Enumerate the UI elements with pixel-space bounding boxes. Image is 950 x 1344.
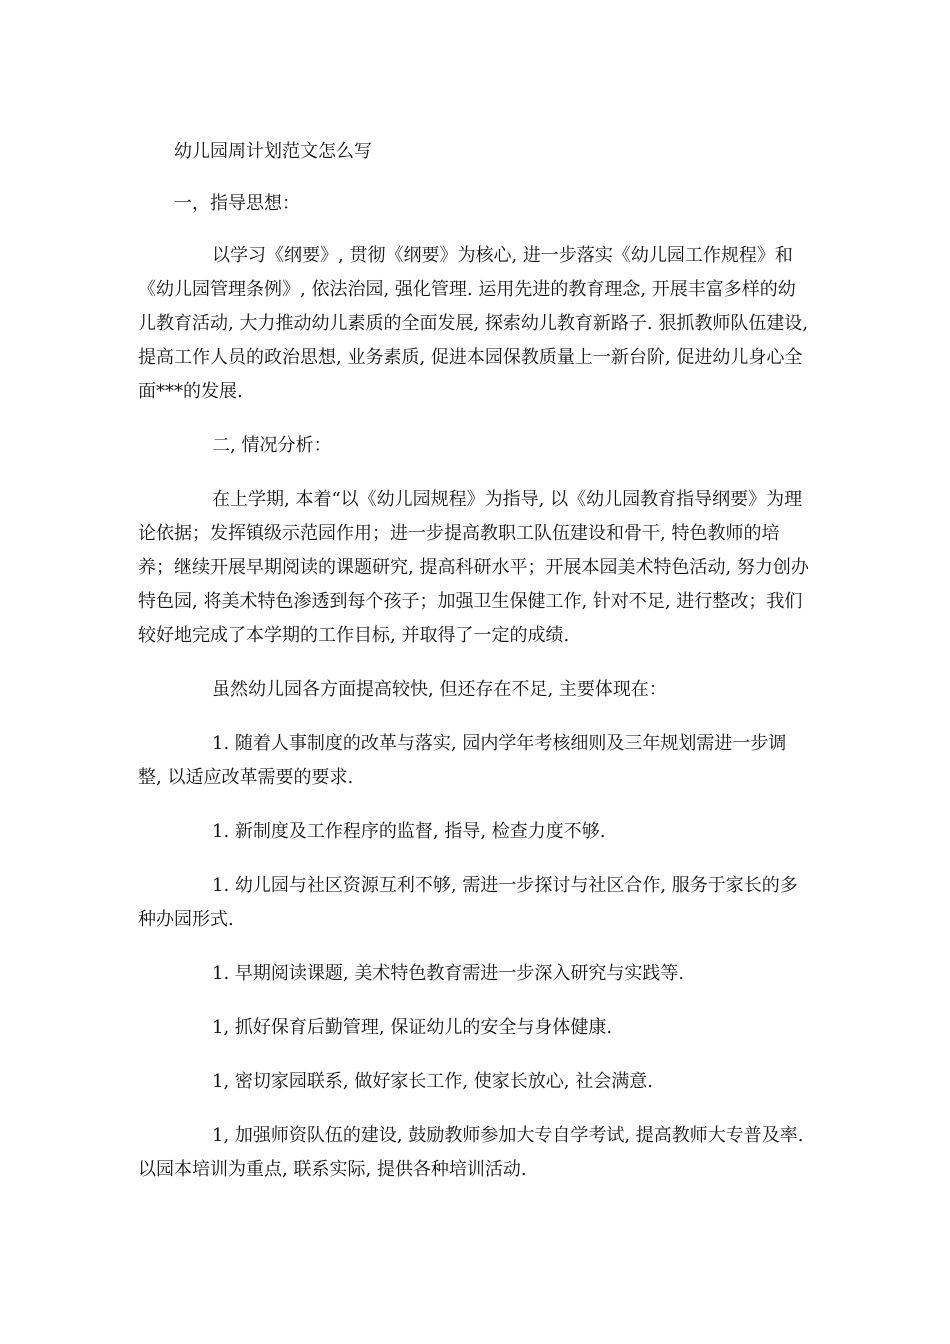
section1-paragraph: 以学习《纲要》, 贯彻《纲要》为核心, 进一步落实《幼儿园工作规程》和《幼儿园管理条例》, 依法治园, 强化管理. 运用先进的教育理念, 开展丰富多样的幼儿教育活动, 大力推动幼儿素质的全面发展, 探索幼儿教育新路子. 狠抓教师队伍建设, 提高工作人员的政治思想, 业务素质, 促进本园保教质量上一新台阶, 促进幼儿身心全面***的发展. xyxy=(138,245,809,402)
document-title: 幼儿园周计划范文怎么写 xyxy=(174,141,372,162)
section2-paragraph: 在上学期, 本着“以《幼儿园规程》为指导, 以《幼儿园教育指导纲要》为理论依据；发挥镇级示范园作用；进一步提高教职工队伍建设和骨干, 特色教师的培养；继续开展早期阅读的课题研究, 提高科研水平；开展本园美术特色活动, 努力创办特色园, 将美术特色渗透到每个孩子；加强卫生保健工作, 针对不足, 进行整改；我们较好地完成了本学期的工作目标, 并取得了一定的成绩. xyxy=(138,489,809,646)
section1-heading: 一，指导思想： xyxy=(174,193,300,214)
list-item: 1. 幼儿园与社区资源互利不够, 需进一步探讨与社区合作, 服务于家长的多种办园形式. xyxy=(138,875,798,930)
list-item: 1, 密切家园联系, 做好家长工作, 使家长放心, 社会满意. xyxy=(212,1071,653,1092)
list-item: 1, 抓好保育后勤管理, 保证幼儿的安全与身体健康. xyxy=(212,1017,613,1038)
section2-heading: 二, 情况分析： xyxy=(212,435,332,456)
list-item: 1. 随着人事制度的改革与落实, 园内学年考核细则及三年规划需进一步调整, 以适应改革需要的要求. xyxy=(138,733,787,788)
list-item: 1, 加强师资队伍的建设, 鼓励教师参加大专自学考试, 提高教师大专普及率. 以园本培训为重点, 联系实际, 提供各种培训活动. xyxy=(138,1125,804,1180)
list-item: 1. 新制度及工作程序的监督, 指导, 检查力度不够. xyxy=(212,821,606,842)
document-body xyxy=(138,135,810,1187)
shortcomings-intro: 虽然幼儿园各方面提高较快, 但还存在不足, 主要体现在： xyxy=(212,679,667,700)
list-item: 1. 早期阅读课题, 美术特色教育需进一步深入研究与实践等. xyxy=(212,963,685,984)
